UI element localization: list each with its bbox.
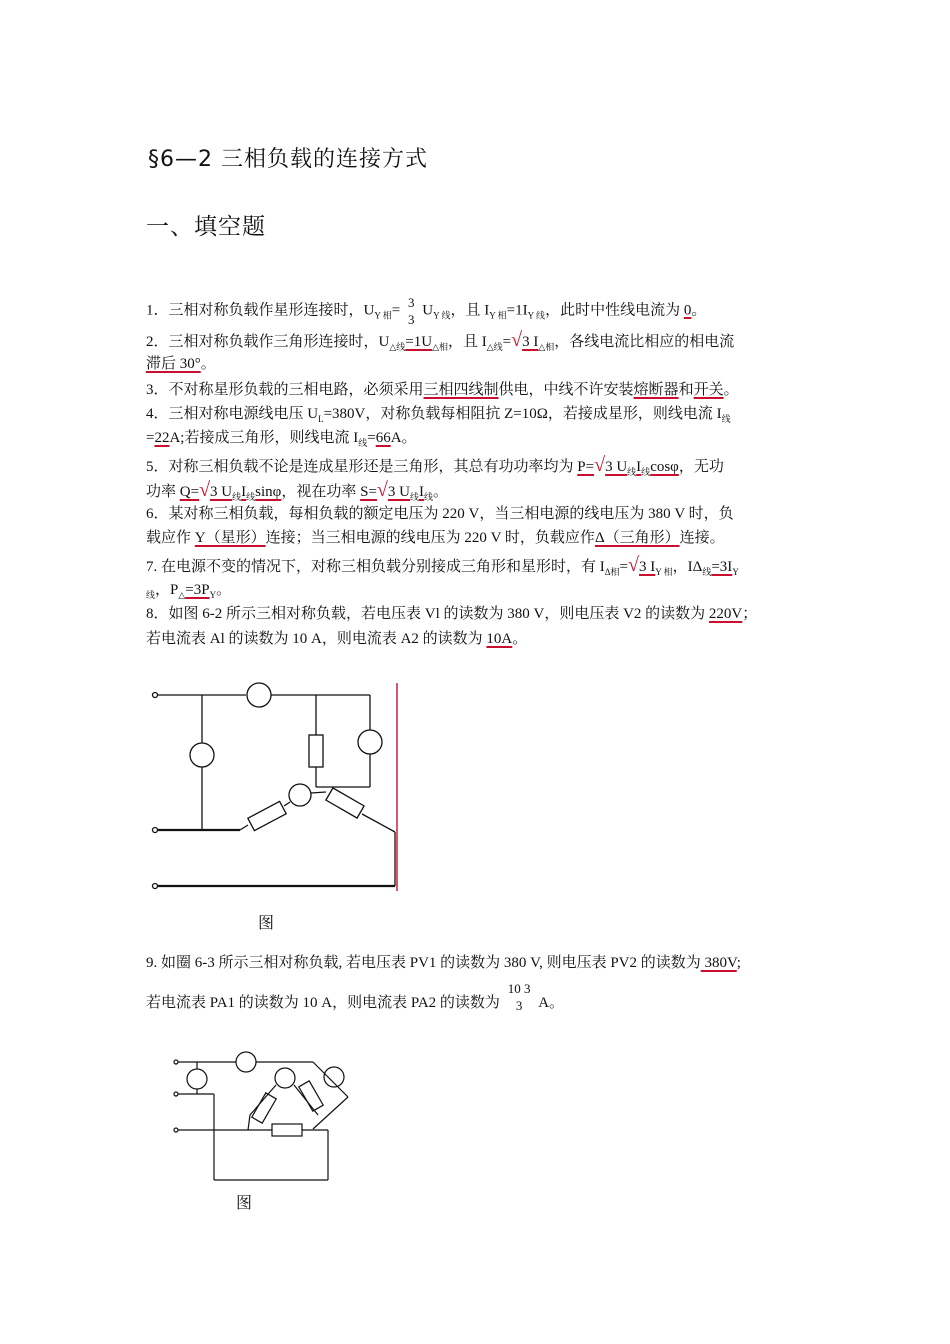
question-8-cont: 若电流表 Al 的读数为 10 A，则电流表 A2 的读数为 10A。 (146, 631, 528, 647)
voltmeter-icon (324, 1067, 344, 1087)
figure-caption: 图 (258, 915, 275, 932)
section-heading: 一、填空题 (146, 214, 266, 240)
resistor-icon (309, 735, 323, 767)
question-3: 3．不对称星形负载的三相电路，必须采用三相四线制供电，中线不许安装熔断器和开关。 (146, 382, 739, 398)
question-6-cont: 载应作 Y（星形）连接；当三相电源的线电压为 220 V 时，负载应作Δ（三角形）连接。 (146, 530, 725, 546)
circuit-diagram-6-2 (140, 675, 415, 895)
figure-caption: 图 (236, 1195, 253, 1212)
answer: 0 (683, 302, 692, 319)
voltmeter-icon (358, 730, 382, 754)
sqrt-icon: √ (376, 479, 388, 501)
resistor-icon (272, 1124, 302, 1136)
question-4: 4．三相对称电源线电压 $U_L=380V$，对称负载每相阻抗 Z=10Ω，若接成星形，则线电流 $I_线$ (146, 406, 731, 424)
voltmeter-icon (247, 683, 271, 707)
circuit-diagram-6-3 (168, 1045, 363, 1190)
question-6: 6．某对称三相负载，每相负载的额定电压为 220 V，当三相电源的线电压为 380 V 时，负 (146, 506, 734, 522)
voltmeter-icon (187, 1069, 207, 1089)
sqrt-icon: √ (628, 554, 639, 576)
ammeter-icon (236, 1052, 256, 1072)
question-9-cont: 若电流表 PA1 的读数为 10 A，则电流表 PA2 的读数为 10 3 3 A。 (146, 980, 565, 1013)
sqrt-icon: √ (199, 479, 211, 501)
sqrt-icon: √ (594, 454, 606, 476)
question-2: 2．三相对称负载作三角形连接时，$U_{\triangle 线}=1U_{\triangle 相}$，且 $I_{\triangle 线}=√3$ $I_{\triangle 相}$，各线电流比相应的相电流 (146, 329, 735, 352)
fraction: 3 3 (407, 295, 415, 327)
question-5: 5．对称三相负载不论是连成星形还是三角形，其总有功功率均为 P=√3 $U_线I_线\cos\varphi$，无功 (146, 454, 724, 477)
question-2-cont: 滞后 30°。 (146, 356, 216, 372)
page-title: §6—2 三相负载的连接方式 (148, 147, 428, 172)
question-4-cont: =22A;若接成三角形，则线电流 $I_线=66A$。 (146, 430, 417, 448)
resistor-icon (326, 788, 364, 818)
answer: 滞后 30° (146, 356, 201, 372)
question-1: 1．三相对称负载作星形连接时，$U_{Y 相}= 3$ 3 $U_{Y 线}$，且 $I_{Y 相}=1I_{Y 线}$，此时中性线电流为 0。 (146, 295, 707, 327)
ammeter-icon (275, 1068, 295, 1088)
voltmeter-icon (190, 743, 214, 767)
question-7: 7. 在电源不变的情况下，对称三相负载分别接成三角形和星形时，有 $I_{\Delta 相}=√3$ $I_{Y 相}$，$I\Delta_线=3I_Y$ (146, 554, 739, 577)
question-7-cont: $_线$，$P_\triangle=3P_Y$。 (146, 582, 232, 600)
voltmeter-icon (289, 784, 311, 806)
sqrt-icon: √ (511, 329, 523, 351)
question-9: 9. 如圈 6-3 所示三相对称负载, 若电压表 PV1 的读数为 380 V, 则电压表 PV2 的读数为 380V; (146, 955, 741, 971)
resistor-icon (248, 801, 286, 830)
fraction: 10 3 3 (507, 980, 531, 1013)
question-8: 8．如图 6-2 所示三相对称负载，若电压表 Vl 的读数为 380 V，则电压表 V2 的读数为 220V； (146, 606, 758, 622)
question-5-cont: 功率 Q=√3 $U_线I_线\sin\varphi$，视在功率 S=√3 $U_线I_线$。 (146, 479, 449, 502)
